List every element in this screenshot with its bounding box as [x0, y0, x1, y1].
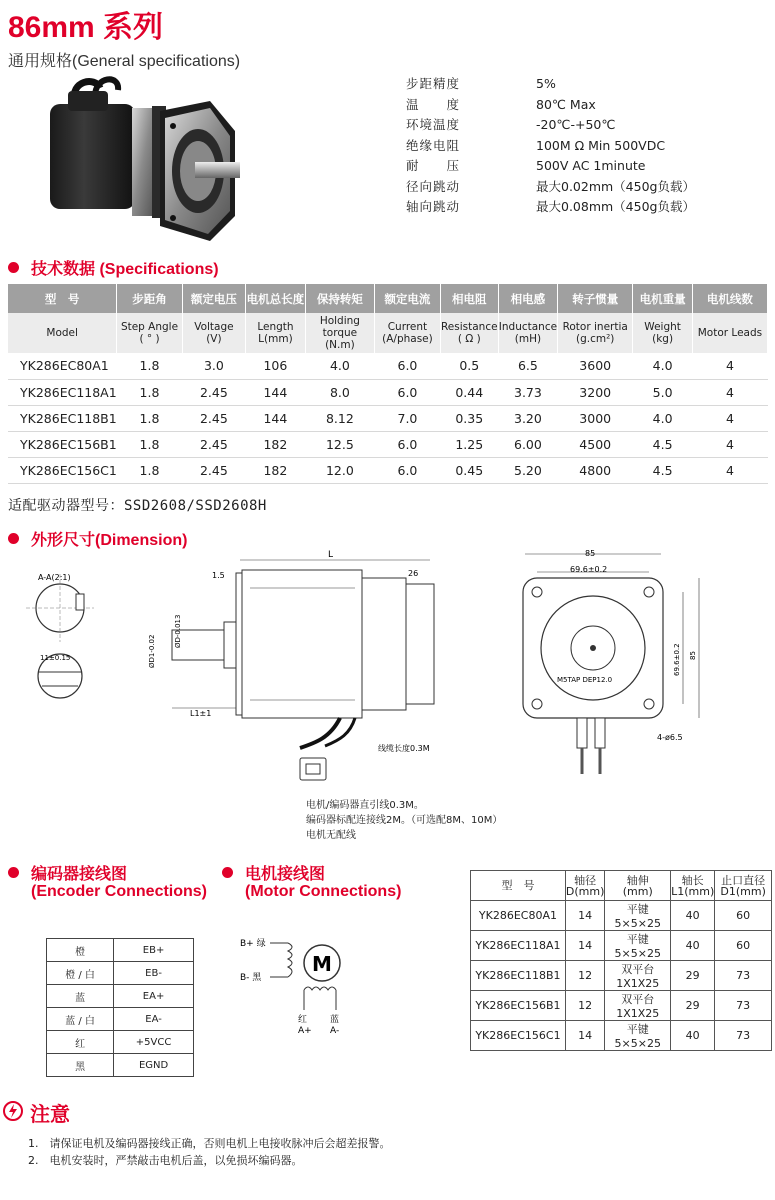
table-cell: YK286EC118B1 [471, 961, 566, 991]
col-header: 步距角 [117, 284, 182, 313]
table-cell: 12.0 [305, 457, 374, 483]
spec-row [406, 74, 695, 95]
table-cell: 5.20 [498, 457, 557, 483]
table-cell: 4 [692, 405, 767, 431]
table-header-cn [8, 284, 768, 313]
page-title: 86mm 系列 [8, 11, 164, 44]
table-cell: 2.45 [182, 405, 246, 431]
table-cell: 8.12 [305, 405, 374, 431]
front-view-drawing [515, 548, 735, 778]
encoder-table [46, 938, 194, 1077]
spec-row [406, 136, 695, 157]
spec-value: 100M Ω Min 500VDC [536, 137, 666, 153]
warning-item: 1. 请保证电机及编码器接线正确，否则电机上电接收脉冲后会超差报警。 [28, 1137, 391, 1150]
table-cell: 6.0 [375, 353, 441, 379]
col-header: 电机线数 [692, 284, 767, 313]
table-cell: 182 [246, 457, 306, 483]
table-cell: 4 [692, 431, 767, 457]
table-cell: 4.0 [305, 353, 374, 379]
table-cell: 4 [692, 457, 767, 483]
table-cell: 14 [565, 1021, 604, 1051]
section-aa-label: A-A(2:1) [38, 573, 71, 582]
spec-key: 步距精度 [406, 76, 461, 91]
table-cell: 60 [715, 901, 772, 931]
bullet-icon [8, 533, 19, 544]
table-cell: 8.0 [305, 379, 374, 405]
table-cell: 7.0 [375, 405, 441, 431]
encoder-row [47, 939, 194, 962]
shaft-row [471, 901, 772, 931]
encoder-row [47, 1054, 194, 1077]
table-cell: 6.00 [498, 431, 557, 457]
table-cell: YK286EC80A1 [8, 353, 117, 379]
col-subheader: Weight (kg) [633, 313, 693, 353]
col-header: 转子惯量 [558, 284, 633, 313]
spec-value: 5% [536, 76, 556, 91]
connector-drawing [292, 748, 352, 788]
col-header: 轴径 D(mm) [565, 871, 604, 901]
dimension-title: 外形尺寸(Dimension) [31, 532, 188, 549]
driver-model: 适配驱动器型号：SSD2608/SSD2608H [8, 498, 267, 514]
table-cell: YK286EC156B1 [471, 991, 566, 1021]
spec-row [406, 115, 695, 136]
table-cell: 60 [715, 931, 772, 961]
warning-list [28, 1135, 391, 1169]
note-line: 电机无配线 [306, 830, 356, 841]
dim-85-w: 85 [585, 549, 596, 558]
motor-symbol: M [312, 952, 332, 976]
tap-label: M5TAP DEP12.0 [557, 676, 613, 684]
encoder-row [47, 1008, 194, 1031]
col-header: 型 号 [8, 284, 117, 313]
encoder-row [47, 985, 194, 1008]
table-cell: YK286EC118B1 [8, 405, 117, 431]
col-subheader: Motor Leads [692, 313, 767, 353]
encoder-row [47, 1031, 194, 1054]
a-plus-cn: 红 [298, 1015, 308, 1025]
table-cell: 2.45 [182, 457, 246, 483]
specs-title: 技术数据 (Specifications) [31, 261, 219, 278]
table-cell: 6.5 [498, 353, 557, 379]
col-subheader: Step Angle ( ° ) [117, 313, 182, 353]
table-cell: 0.45 [440, 457, 498, 483]
encoder-title-en: (Encoder Connections) [31, 883, 208, 900]
shaft-row [471, 1021, 772, 1051]
col-subheader: Rotor inertia (g.cm²) [558, 313, 633, 353]
side-view-drawing [140, 548, 450, 758]
table-cell: 3600 [558, 353, 633, 379]
shaft-header-row [471, 871, 772, 901]
bullet-icon [8, 867, 19, 878]
wire-color: 橙 / 白 [47, 962, 114, 985]
col-header: 保持转矩 [305, 284, 374, 313]
table-cell: 144 [246, 405, 306, 431]
table-cell: 12.5 [305, 431, 374, 457]
table-cell: 3200 [558, 379, 633, 405]
table-cell: 14 [565, 931, 604, 961]
dimension-heading [8, 527, 187, 550]
spec-key: 径向跳动 [406, 178, 461, 194]
table-cell: YK286EC118A1 [471, 931, 566, 961]
col-subheader: Voltage (V) [182, 313, 246, 353]
motor-wiring-diagram [236, 930, 376, 1040]
table-cell: 3.73 [498, 379, 557, 405]
table-cell: 平键5×5×25 [605, 1021, 671, 1051]
page-subtitle: 通用规格(General specifications) [8, 53, 241, 70]
signal-name: EB- [114, 962, 194, 985]
table-cell: YK286EC156C1 [471, 1021, 566, 1051]
specs-heading [8, 256, 219, 279]
col-subheader: Length L(mm) [246, 313, 306, 353]
table-cell: 40 [671, 931, 715, 961]
shaft-row [471, 961, 772, 991]
col-header: 相电阻 [440, 284, 498, 313]
col-subheader: Resistance ( Ω ) [440, 313, 498, 353]
table-cell: 1.25 [440, 431, 498, 457]
motor-heading [222, 866, 401, 900]
spec-value: -20℃-+50℃ [536, 117, 616, 132]
table-cell: 双平台1X1X25 [605, 961, 671, 991]
col-header: 额定电流 [375, 284, 441, 313]
table-cell: 0.44 [440, 379, 498, 405]
table-cell: 40 [671, 1021, 715, 1051]
key-label: 11±0.15 [40, 654, 71, 662]
col-header: 轴长 L1(mm) [671, 871, 715, 901]
signal-name: EGND [114, 1054, 194, 1077]
spec-key: 绝缘电阻 [406, 137, 461, 153]
dim-69-h: 69.6±0.2 [673, 643, 681, 676]
table-cell: 4.0 [633, 353, 693, 379]
table-cell: 5.0 [633, 379, 693, 405]
spec-key: 耐 压 [406, 158, 461, 173]
wire-color: 橙 [47, 939, 114, 962]
table-cell: 4.5 [633, 457, 693, 483]
spec-value: 最大0.08mm（450g负载） [536, 199, 695, 214]
table-cell: 4.5 [633, 431, 693, 457]
table-cell: 6.0 [375, 457, 441, 483]
b-minus-label: B- 黑 [240, 973, 262, 983]
table-cell: 29 [671, 991, 715, 1021]
table-cell: 182 [246, 431, 306, 457]
table-cell: 40 [671, 901, 715, 931]
table-cell: 29 [671, 961, 715, 991]
note-line: 电机/编码器直引线0.3M。 [306, 800, 424, 811]
signal-name: EB+ [114, 939, 194, 962]
table-cell: YK286EC156C1 [8, 457, 117, 483]
table-row [8, 405, 768, 431]
motor-title-cn: 电机接线图 [245, 866, 326, 883]
dim-D1: ØD1-0.02 [148, 634, 156, 668]
specs-table [8, 284, 768, 484]
table-cell: 4 [692, 379, 767, 405]
encoder-row [47, 962, 194, 985]
col-subheader: Model [8, 313, 117, 353]
table-cell: 6.0 [375, 379, 441, 405]
signal-name: +5VCC [114, 1031, 194, 1054]
col-subheader: Holding torque (N.m) [305, 313, 374, 353]
table-header-en [8, 313, 768, 353]
table-cell: 73 [715, 961, 772, 991]
signal-name: EA- [114, 1008, 194, 1031]
shaft-row [471, 991, 772, 1021]
col-subheader: Current (A/phase) [375, 313, 441, 353]
table-cell: 平键5×5×25 [605, 901, 671, 931]
table-row [8, 353, 768, 379]
table-cell: 0.5 [440, 353, 498, 379]
col-header: 型 号 [471, 871, 566, 901]
note-line: 编码器标配连接线2M。（可选配8M、10M） [306, 815, 503, 826]
table-cell: 1.8 [117, 431, 182, 457]
spec-value: 500V AC 1minute [536, 158, 646, 173]
col-header: 电机总长度 [246, 284, 306, 313]
spec-row [406, 177, 695, 198]
col-header: 额定电压 [182, 284, 246, 313]
dim-85-h: 85 [689, 651, 697, 660]
table-cell: 144 [246, 379, 306, 405]
wire-color: 蓝 / 白 [47, 1008, 114, 1031]
a-minus-label: A- [330, 1026, 340, 1036]
col-header: 相电感 [498, 284, 557, 313]
table-cell: 4500 [558, 431, 633, 457]
table-cell: 106 [246, 353, 306, 379]
table-cell: 3.0 [182, 353, 246, 379]
spec-value: 80℃ Max [536, 96, 596, 112]
col-header: 止口直径 D1(mm) [715, 871, 772, 901]
table-cell: 1.8 [117, 457, 182, 483]
dim-L: L [328, 550, 334, 560]
table-cell: 3.20 [498, 405, 557, 431]
dim-69-w: 69.6±0.2 [570, 565, 608, 574]
table-cell: YK286EC156B1 [8, 431, 117, 457]
dim-L1: L1±1 [190, 709, 212, 718]
bullet-icon [222, 867, 233, 878]
spec-row [406, 95, 695, 116]
encoder-heading [8, 866, 207, 900]
dim-26: 26 [408, 569, 419, 578]
table-cell: 1.8 [117, 379, 182, 405]
warning-title: 注意 [30, 1104, 70, 1126]
motor-title-en: (Motor Connections) [245, 883, 402, 900]
wire-color: 蓝 [47, 985, 114, 1008]
col-header: 轴伸 (mm) [605, 871, 671, 901]
warning-item: 2. 电机安装时，严禁敲击电机后盖，以免损坏编码器。 [28, 1154, 303, 1167]
table-cell: 12 [565, 991, 604, 1021]
table-cell: 4 [692, 353, 767, 379]
col-header: 电机重量 [633, 284, 693, 313]
table-cell: 4.0 [633, 405, 693, 431]
table-cell: YK286EC80A1 [471, 901, 566, 931]
holes-label: 4-ø6.5 [657, 733, 683, 742]
bullet-icon [8, 262, 19, 273]
table-cell: 平键5×5×25 [605, 931, 671, 961]
dim-D: ØD-0.013 [174, 614, 182, 648]
spec-row [406, 156, 695, 177]
table-cell: 0.35 [440, 405, 498, 431]
encoder-title-cn: 编码器接线图 [31, 866, 128, 883]
wire-color: 黑 [47, 1054, 114, 1077]
dim-1-5: 1.5 [212, 571, 225, 580]
table-cell: 73 [715, 991, 772, 1021]
col-subheader: Inductance (mH) [498, 313, 557, 353]
table-cell: 6.0 [375, 431, 441, 457]
table-row [8, 457, 768, 483]
table-cell: 4800 [558, 457, 633, 483]
shaft-row [471, 931, 772, 961]
spec-key: 温 度 [406, 96, 461, 112]
table-cell: YK286EC118A1 [8, 379, 117, 405]
a-minus-cn: 蓝 [330, 1015, 340, 1025]
spec-key: 轴向跳动 [406, 199, 461, 214]
table-cell: 14 [565, 901, 604, 931]
cable-length-label: 线缆长度0.3M [378, 744, 430, 753]
signal-name: EA+ [114, 985, 194, 1008]
table-cell: 1.8 [117, 353, 182, 379]
motor-image [40, 76, 240, 246]
wire-color: 红 [47, 1031, 114, 1054]
table-row [8, 379, 768, 405]
lightning-icon [2, 1100, 24, 1122]
spec-key: 环境温度 [406, 117, 461, 132]
table-cell: 3000 [558, 405, 633, 431]
table-cell: 双平台1X1X25 [605, 991, 671, 1021]
table-row [8, 431, 768, 457]
shaft-table [470, 870, 772, 1051]
spec-row [406, 197, 695, 218]
shaft-section-drawing [20, 566, 120, 746]
table-cell: 73 [715, 1021, 772, 1051]
a-plus-label: A+ [298, 1026, 312, 1036]
table-cell: 12 [565, 961, 604, 991]
table-cell: 2.45 [182, 431, 246, 457]
b-plus-label: B+ 绿 [240, 939, 266, 949]
dimension-notes [306, 798, 502, 843]
spec-value: 最大0.02mm（450g负载） [536, 178, 695, 194]
table-cell: 1.8 [117, 405, 182, 431]
general-specs [406, 74, 695, 218]
table-cell: 2.45 [182, 379, 246, 405]
